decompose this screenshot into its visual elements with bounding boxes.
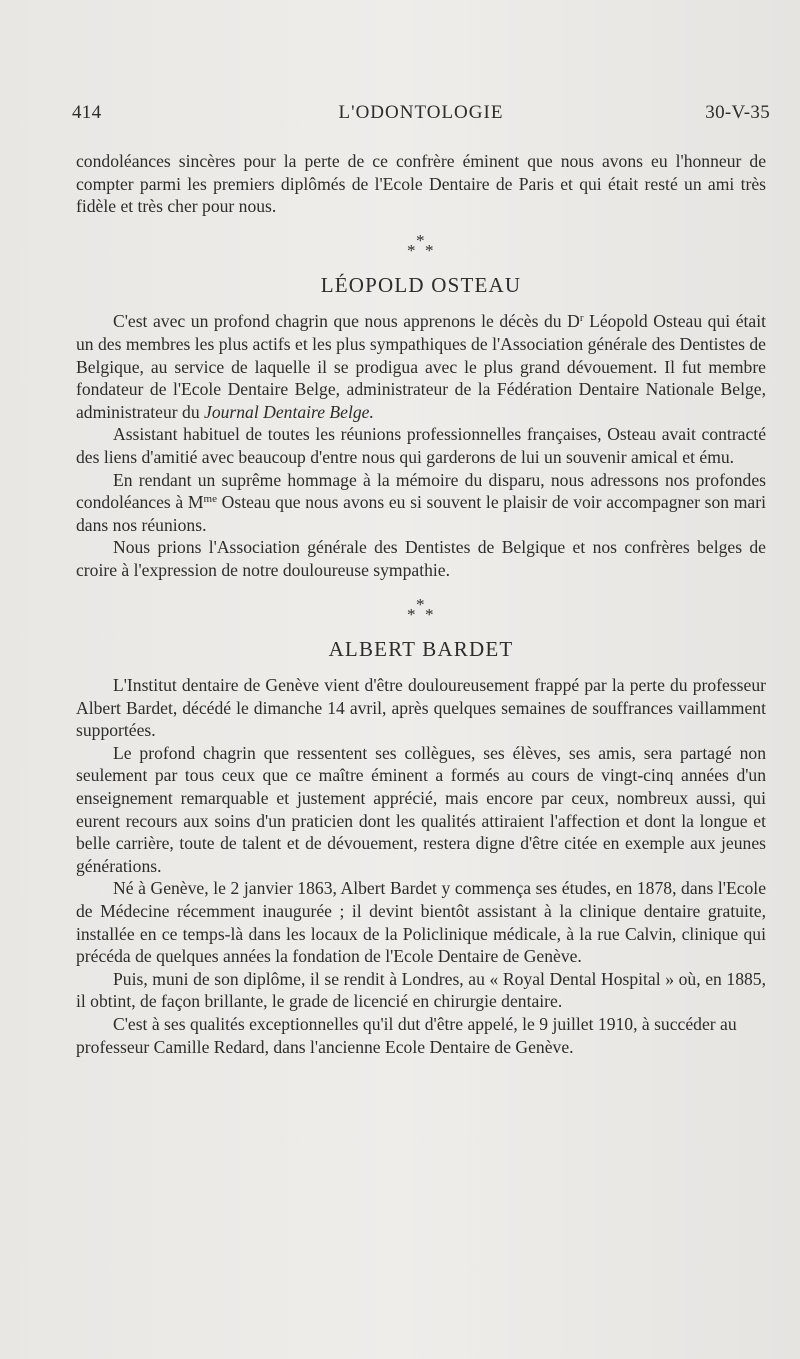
osteau-paragraph-3 [76,469,766,537]
asterisk: * [407,604,416,624]
asterisk: * [416,594,425,614]
asterisk: * [416,230,425,250]
bardet-paragraph-5: C'est à ses qualités exceptionnelles qu'il dut d'être appelé, le 9 juillet 1910, à succéder au professeur Camille Redard, dans l'ancienne Ecole Dentaire de Genève. [76,1014,737,1057]
text-run: En rendant un suprême hommage à la mémoire du disparu, nous adressons nos profondes condoléances à M [76,469,766,513]
text-run: C'est avec un profond chagrin que nous apprenons le décès du D [113,311,580,332]
heading-osteau: LÉOPOLD OSTEAU [320,272,522,297]
osteau-paragraph-1 [76,310,766,423]
opening-paragraph: condoléances sincères pour la perte de ce confrère éminent que nous avons eu l'honneur de compter parmi les premiers diplômés de l'Ecole Dentaire de Paris et qui était resté un ami très fidèle et très cher pour nous. [76,151,766,217]
text-run: Léopold Osteau qui était un des membres les plus actifs et les plus sympathiques de l'Association générale des Dentistes de Belgique, au service de laquelle il se prodigua avec le plus grand dévouement. Il fut membre fondateur de l'Ecole Dentaire Belge, administrateur de la Fédération Dentaire Nationale Belge, administrateur du [76,311,766,422]
journal-title: L'ODONTOLOGIE [338,102,504,123]
osteau-paragraph-4: Nous prions l'Association générale des Dentistes de Belgique et nos confrères belges de croire à l'expression de notre douloureuse sympathie. [76,537,766,580]
bardet-paragraph-3: Né à Genève, le 2 janvier 1863, Albert Bardet y commença ses études, en 1878, dans l'Ecole de Médecine récemment inaugurée ; il devint bientôt assistant à la clinique dentaire gratuite, installée en ce temps-là dans les locaux de la Policlinique médicale, à la rue Calvin, clinique qui précéda de quelques années la fondation de l'Ecole Dentaire de Genève. [76,878,766,967]
bardet-paragraph-2: Le profond chagrin que ressentent ses collègues, ses élèves, ses amis, sera partagé non seulement par tous ceux que ce maître éminent a formés au cours de vingt-cinq années d'un enseignement remarquable et justement apprécié, mais encore par ceux, nombreux aussi, qui eurent recours aux soins d'un praticien dont les qualités attiraient l'affection et dont la longue et belle carrière, toute de talent et de dévouement, restera digne d'être citée en exemple aux jeunes générations. [76,742,766,876]
bardet-paragraph-4: Puis, muni de son diplôme, il se rendit à Londres, au « Royal Dental Hospital » où, en 1885, il obtint, de façon brillante, le grade de licencié en chirurgie dentaire. [76,968,766,1012]
page-number: 414 [72,102,102,123]
journal-name: Journal Dentaire Belge. [204,401,374,422]
bardet-paragraph-1: L'Institut dentaire de Genève vient d'être douloureusement frappé par la perte du professeur Albert Bardet, décédé le dimanche 14 avril, après quelques semaines de souffrances vaillamment supportées. [76,675,766,741]
superscript: r [579,312,584,325]
asterisk: * [425,604,434,624]
asterisk: * [407,240,416,260]
section-separator [391,596,451,626]
section-separator [391,232,451,262]
text-run: Osteau que nous avons eu si souvent le plaisir de voir accompagner son mari dans nos réunions. [76,492,766,535]
running-head [72,102,770,128]
article-body [76,150,766,1058]
osteau-paragraph-2: Assistant habituel de toutes les réunions professionnelles françaises, Osteau avait contracté des liens d'amitié avec beaucoup d'entre nous qui garderons de lui un souvenir amical et ému. [76,424,766,467]
issue-date: 30-V-35 [705,102,770,123]
superscript: me [203,493,217,506]
heading-bardet: ALBERT BARDET [328,636,514,661]
asterisk: * [425,240,434,260]
